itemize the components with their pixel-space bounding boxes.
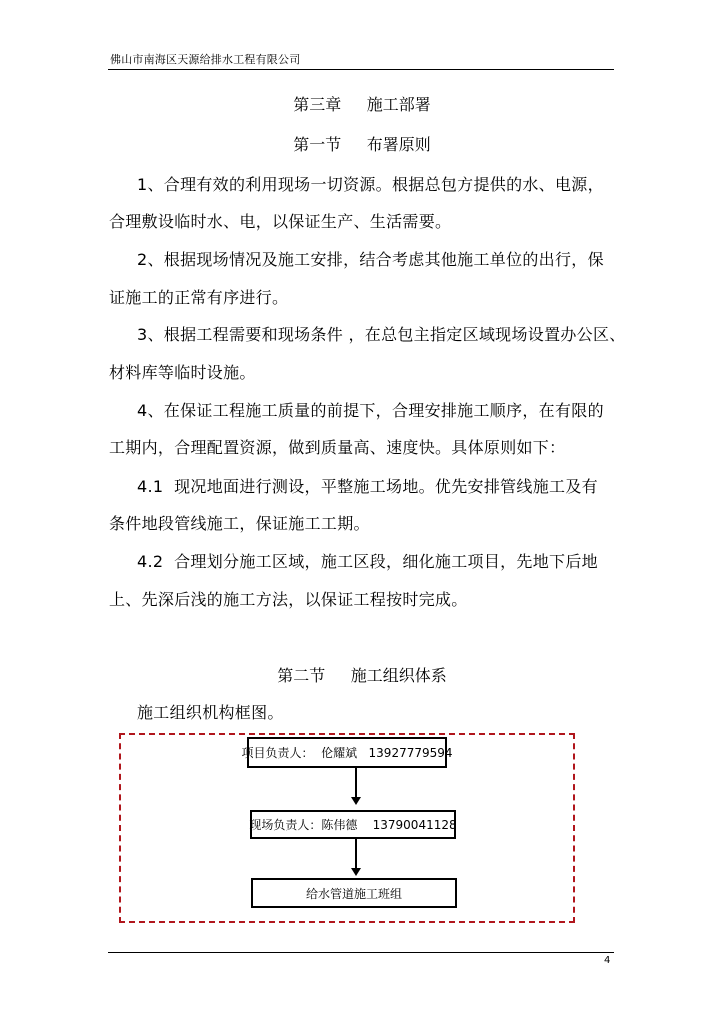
paragraph-line: 条件地段管线施工，保证施工工期。 [109, 514, 370, 533]
org-connector-arrow [355, 768, 357, 798]
section-title-deployment-principles: 第一节 布署原则 [293, 135, 431, 154]
paragraph-line: 工期内，合理配置资源，做到质量高、速度快。具体原则如下： [109, 438, 566, 457]
section-title-organization-system: 第二节 施工组织体系 [277, 666, 447, 685]
org-box-water-pipe-team: 给水管道施工班组 [251, 878, 457, 908]
org-box-site-manager: 现场负责人：陈伟德 13790041128 [250, 810, 456, 839]
header-divider [108, 69, 614, 70]
paragraph-line: 材料库等临时设施。 [109, 363, 256, 382]
chapter-title: 第三章 施工部署 [293, 95, 431, 114]
header-company-name: 佛山市南海区天源给排水工程有限公司 [110, 53, 301, 66]
arrow-down-icon [351, 868, 361, 876]
paragraph-line: 证施工的正常有序进行。 [109, 288, 289, 307]
paragraph-line: 上、先深后浅的施工方法，以保证工程按时完成。 [109, 590, 468, 609]
paragraph-line: 1、合理有效的利用现场一切资源。根据总包方提供的水、电源， [137, 175, 604, 194]
page-number: 4 [604, 955, 611, 966]
paragraph-line: 2、根据现场情况及施工安排，结合考虑其他施工单位的出行，保 [137, 250, 604, 269]
footer-divider [108, 952, 614, 953]
arrow-down-icon [351, 797, 361, 805]
paragraph-line: 3、根据工程需要和现场条件 ，在总包主指定区域现场设置办公区、 [137, 325, 626, 344]
org-connector-arrow [355, 839, 357, 869]
paragraph-line: 4.1 现况地面进行测设，平整施工场地。优先安排管线施工及有 [137, 477, 598, 496]
org-chart-intro: 施工组织机构框图。 [137, 703, 284, 722]
paragraph-line: 4.2 合理划分施工区域，施工区段，细化施工项目，先地下后地 [137, 552, 598, 571]
paragraph-line: 4、在保证工程施工质量的前提下，合理安排施工顺序，在有限的 [137, 401, 604, 420]
paragraph-line: 合理敷设临时水、电，以保证生产、生活需要。 [109, 212, 452, 231]
org-box-project-manager: 项目负责人： 伦耀斌 13927779594 [247, 737, 447, 768]
